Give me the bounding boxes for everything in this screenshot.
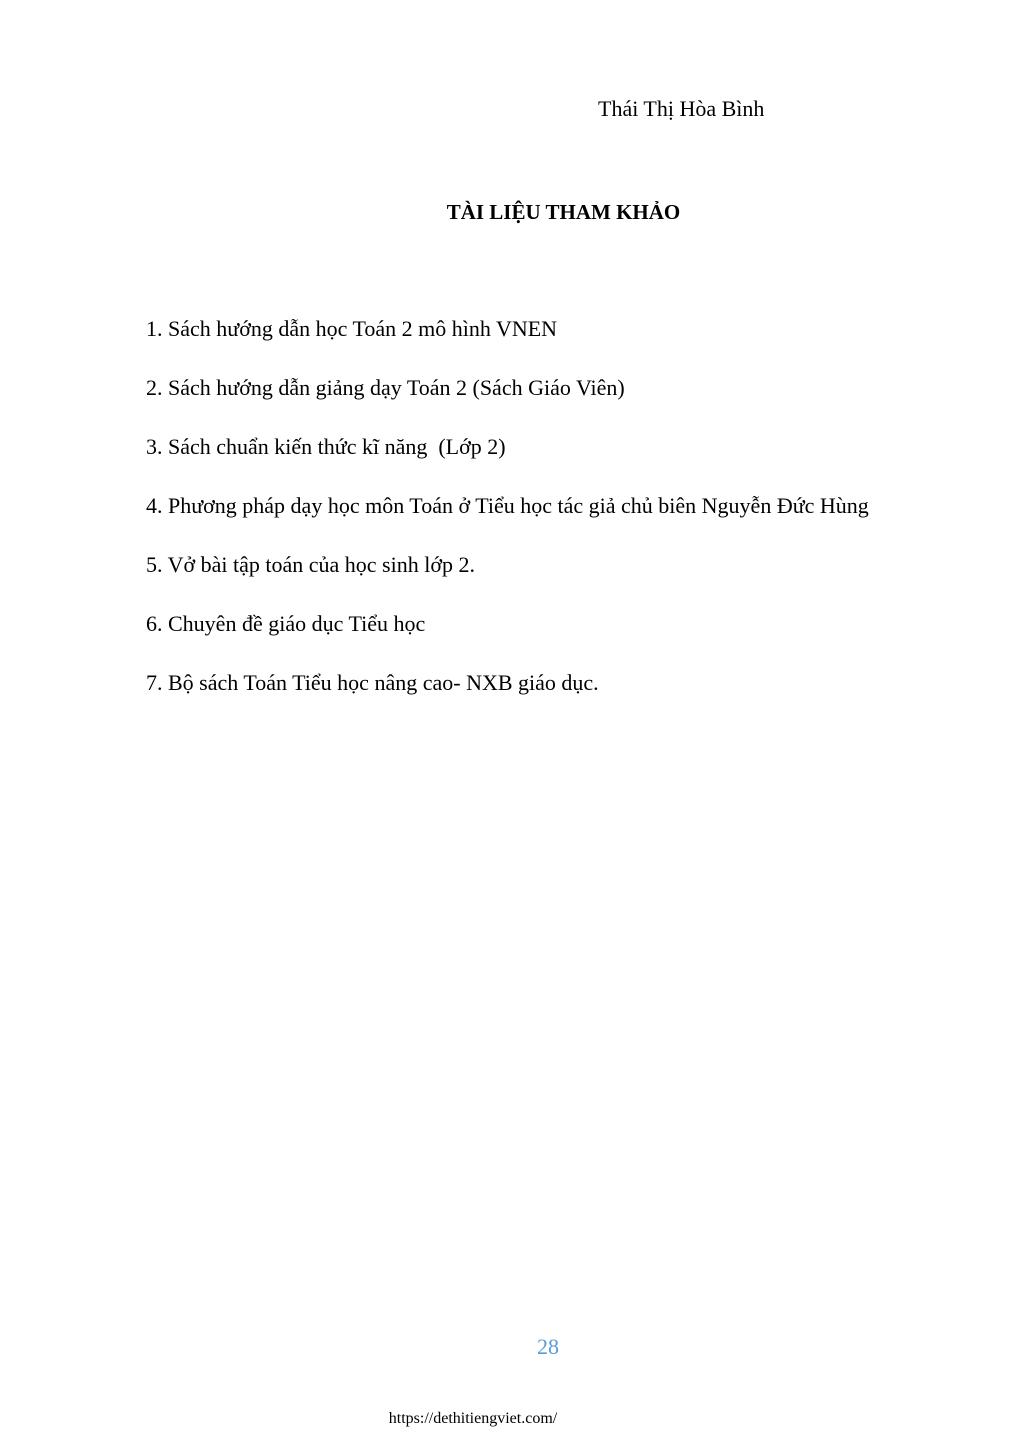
page-number: 28 [537,1334,559,1359]
footer-url[interactable]: https://dethitiengviet.com/ [388,1410,558,1427]
references-heading: TÀI LIỆU THAM KHẢO [446,200,681,224]
reference-item: 1. Sách hướng dẫn học Toán 2 mô hình VNEN [146,316,558,341]
reference-list [146,316,869,729]
reference-item: 4. Phương pháp dạy học môn Toán ở Tiểu học tác giả chủ biên Nguyễn Đức Hùng [146,493,869,518]
author-name: Thái Thị Hòa Bình [598,96,765,121]
reference-item: 7. Bộ sách Toán Tiểu học nâng cao- NXB giáo dục. [146,670,599,695]
reference-item: 3. Sách chuẩn kiến thức kĩ năng (Lớp 2) [146,434,506,459]
reference-item: 5. Vở bài tập toán của học sinh lớp 2. [146,552,475,577]
reference-item: 6. Chuyên đề giáo dục Tiểu học [146,611,426,636]
reference-item: 2. Sách hướng dẫn giảng dạy Toán 2 (Sách Giáo Viên) [146,375,625,400]
